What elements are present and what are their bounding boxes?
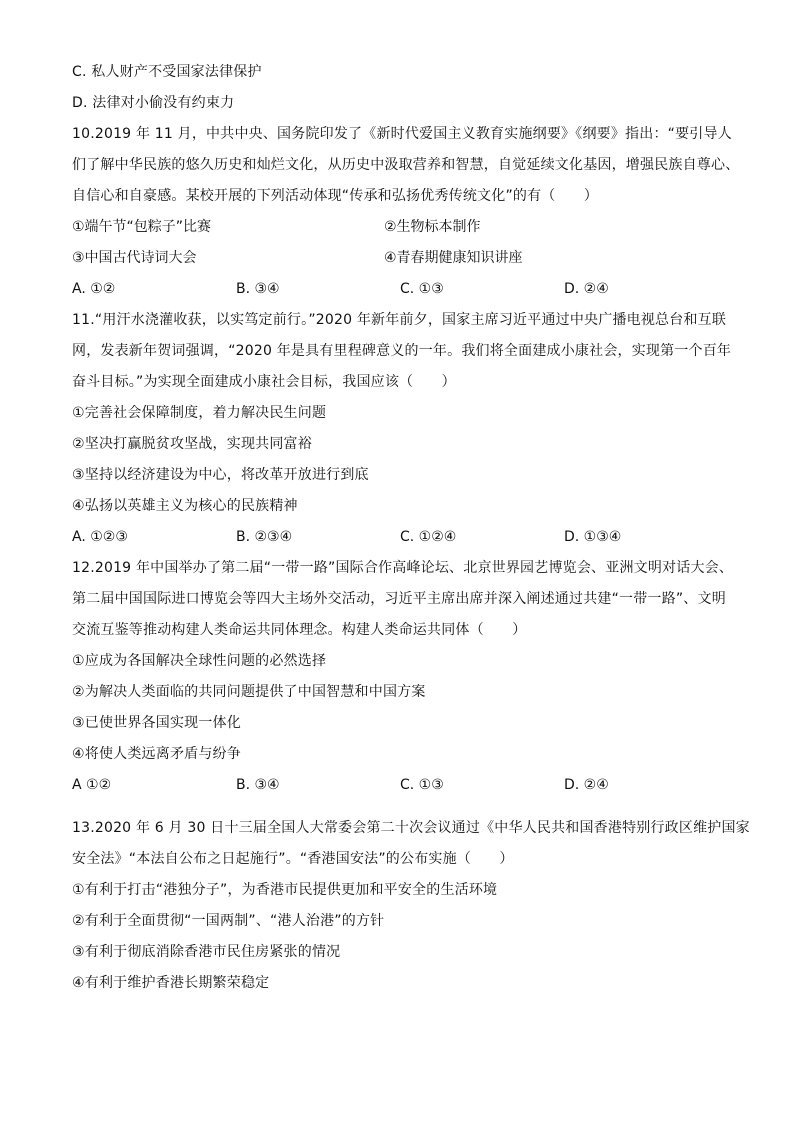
q11-choice-b: B. ②③④ bbox=[236, 529, 293, 545]
q10-stem-line: 10.2019 年 11 月，中共中央、国务院印发了《新时代爱国主义教育实施纲要》《纲要》指出：“要引导人 bbox=[72, 126, 732, 142]
q10-choice-c: C. ①③ bbox=[400, 281, 444, 297]
q11-choice-d: D. ①③④ bbox=[564, 529, 622, 545]
q11-choices-row bbox=[72, 527, 732, 547]
q12-item: ④将使人类远离矛盾与纷争 bbox=[72, 746, 241, 762]
q12-item: ③已使世界各国实现一体化 bbox=[72, 715, 241, 731]
q11-item: ③坚持以经济建设为中心，将改革开放进行到底 bbox=[72, 467, 369, 483]
q13-item: ①有利于打击“港独分子”，为香港市民提供更加和平安全的生活环境 bbox=[72, 882, 498, 898]
q13-item: ③有利于彻底消除香港市民住房紧张的情况 bbox=[72, 944, 341, 960]
q10-items-row bbox=[72, 248, 732, 268]
q10-stem-line: 们了解中华民族的悠久历史和灿烂文化，从历史中汲取营养和智慧，自觉延续文化基因，增强民族自尊心、 bbox=[72, 157, 740, 173]
exam-page bbox=[72, 62, 750, 993]
q11-choice-c: C. ①②④ bbox=[400, 529, 457, 545]
q11-item: ④弘扬以英雄主义为核心的民族精神 bbox=[72, 498, 298, 514]
q12-stem-line: 交流互鉴等推动构建人类命运共同体理念。构建人类命运共同体（ ） bbox=[72, 622, 527, 638]
q12-choice-c: C. ①③ bbox=[400, 777, 444, 793]
q10-choices-row bbox=[72, 279, 732, 299]
q10-item: ④青春期健康知识讲座 bbox=[384, 250, 523, 266]
q10-stem-line: 自信心和自豪感。某校开展的下列活动体现“传承和弘扬优秀传统文化”的有（ ） bbox=[72, 188, 599, 204]
q10-choice-b: B. ③④ bbox=[236, 281, 280, 297]
q11-item: ②坚决打赢脱贫攻坚战，实现共同富裕 bbox=[72, 436, 312, 452]
q11-stem-line: 网，发表新年贺词强调，“2020 年是具有里程碑意义的一年。我们将全面建成小康社会，实现第一个百年 bbox=[72, 343, 732, 359]
question-12 bbox=[72, 558, 732, 795]
q11-stem-line: 奋斗目标。”为实现全面建成小康社会目标，我国应该（ ） bbox=[72, 374, 456, 390]
q12-item: ①应成为各国解决全球性问题的必然选择 bbox=[72, 653, 327, 669]
q9-option-d: D. 法律对小偷没有约束力 bbox=[72, 95, 235, 111]
question-13 bbox=[72, 818, 750, 993]
q10-item: ③中国古代诗词大会 bbox=[72, 250, 197, 266]
q13-item: ②有利于全面贯彻“一国两制”、“港人治港”的方针 bbox=[72, 913, 385, 929]
q10-item: ②生物标本制作 bbox=[384, 219, 481, 235]
question-10 bbox=[72, 124, 740, 299]
q12-choice-a: A ①② bbox=[72, 777, 112, 793]
q9-option-c: C. 私人财产不受国家法律保护 bbox=[72, 64, 262, 80]
q13-stem-line: 13.2020 年 6 月 30 日十三届全国人大常委会第二十次会议通过《中华人民共和国香港特别行政区维护国家 bbox=[72, 820, 750, 836]
q10-items-row bbox=[72, 217, 732, 237]
q12-choices-row bbox=[72, 775, 732, 795]
q11-choice-a: A. ①②③ bbox=[72, 529, 128, 545]
q11-item: ①完善社会保障制度，着力解决民生问题 bbox=[72, 405, 327, 421]
q12-stem-line: 第二届中国国际进口博览会等四大主场外交活动，习近平主席出席并深入阐述通过共建“一带一路”、文明 bbox=[72, 591, 726, 607]
q10-choice-d: D. ②④ bbox=[564, 281, 609, 297]
q12-stem-line: 12.2019 年中国举办了第二届“一带一路”国际合作高峰论坛、北京世界园艺博览会、亚洲文明对话大会、 bbox=[72, 560, 734, 576]
q12-choice-b: B. ③④ bbox=[236, 777, 280, 793]
question-11 bbox=[72, 310, 732, 547]
q10-item: ①端午节“包粽子”比赛 bbox=[72, 219, 212, 235]
q13-item: ④有利于维护香港长期繁荣稳定 bbox=[72, 975, 270, 991]
q12-choice-d: D. ②④ bbox=[564, 777, 609, 793]
q13-stem-line: 安全法》“本法自公布之日起施行”。“香港国安法”的公布实施（ ） bbox=[72, 851, 514, 867]
q10-choice-a: A. ①② bbox=[72, 281, 116, 297]
q11-stem-line: 11.“用汗水浇灌收获，以实笃定前行。”2020 年新年前夕，国家主席习近平通过中央广播电视总台和互联 bbox=[72, 312, 727, 328]
q12-item: ②为解决人类面临的共同问题提供了中国智慧和中国方案 bbox=[72, 684, 426, 700]
